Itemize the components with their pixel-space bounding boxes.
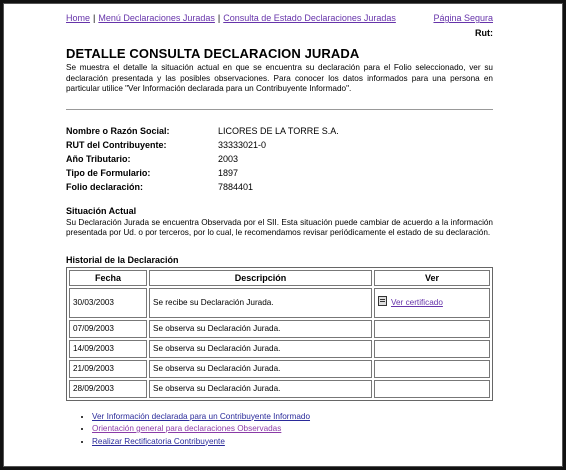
info-label: Tipo de Formulario:	[66, 167, 151, 178]
cell-fecha: 21/09/2003	[69, 360, 147, 378]
info-label: Nombre o Razón Social:	[66, 125, 170, 136]
nav-separator: |	[217, 13, 221, 23]
list-item	[92, 436, 493, 449]
list-item	[92, 411, 493, 424]
taxpayer-info	[66, 124, 493, 194]
info-row-year	[66, 152, 493, 166]
info-value: LICORES DE LA TORRE S.A.	[218, 125, 339, 136]
cell-ver	[374, 340, 490, 358]
top-nav	[66, 12, 493, 26]
cell-descripcion: Se observa su Declaración Jurada.	[149, 380, 372, 398]
cell-descripcion: Se observa su Declaración Jurada.	[149, 360, 372, 378]
page-title: DETALLE CONSULTA DECLARACION JURADA	[66, 46, 360, 61]
pagina-segura-link[interactable]: Página Segura	[433, 13, 493, 23]
info-value: 2003	[218, 153, 239, 164]
column-header-fecha: Fecha	[69, 270, 147, 286]
historial-heading: Historial de la Declaración	[66, 254, 179, 265]
orientacion-observadas-link[interactable]: Orientación general para declaraciones Observadas	[92, 424, 282, 433]
info-label: RUT del Contribuyente:	[66, 139, 167, 150]
intro-text: Se muestra el detalle la situación actual en que se encuentra su declaración para el Folio seleccionado, ver su declaración presentada y las posibles observaciones. Para conocer los datos informados para una persona en particular utilice "Ver Información declarada para un Contribuyente Informado".	[66, 63, 493, 93]
list-item	[92, 423, 493, 436]
rectificatoria-link[interactable]: Realizar Rectificatoria Contribuyente	[92, 436, 225, 446]
document-icon[interactable]	[378, 296, 387, 306]
divider	[66, 109, 493, 110]
cell-descripcion: Se observa su Declaración Jurada.	[149, 320, 372, 338]
column-header-descripcion: Descripción	[149, 270, 372, 286]
info-row-folio	[66, 180, 493, 194]
column-header-ver: Ver	[374, 270, 490, 286]
cell-fecha: 30/03/2003	[69, 288, 147, 318]
table-row	[69, 340, 490, 358]
table-row	[69, 288, 490, 318]
info-value: 33333021-0	[218, 139, 267, 150]
situacion-heading: Situación Actual	[66, 205, 137, 216]
menu-declaraciones-link[interactable]: Menú Declaraciones Juradas	[98, 13, 215, 23]
cell-ver	[374, 380, 490, 398]
consulta-estado-link[interactable]: Consulta de Estado Declaraciones Juradas	[223, 13, 396, 23]
info-label: Año Tributario:	[66, 153, 131, 164]
rut-label: Rut:	[475, 28, 493, 38]
table-row	[69, 380, 490, 398]
info-value: 1897	[218, 167, 239, 178]
cell-descripcion: Se observa su Declaración Jurada.	[149, 340, 372, 358]
table-row	[69, 360, 490, 378]
info-row-rut	[66, 138, 493, 152]
action-links	[66, 411, 493, 449]
cell-fecha: 07/09/2003	[69, 320, 147, 338]
info-value: 7884401	[218, 181, 254, 192]
ver-certificado-link[interactable]: Ver certificado	[391, 297, 443, 307]
ver-informacion-contribuyente-link[interactable]: Ver Información declarada para un Contribuyente Informado	[92, 411, 311, 421]
table-header-row	[69, 270, 490, 286]
situacion-text: Su Declaración Jurada se encuentra Observada por el SII. Esta situación puede cambiar de acuerdo a la información presentada por Ud. o por terceros, por lo cual, le recomendamos revisar periódicamente el estado de su declaración.	[66, 217, 493, 237]
table-row	[69, 320, 490, 338]
page-content	[66, 12, 493, 448]
cell-fecha: 28/09/2003	[69, 380, 147, 398]
historial-table	[66, 267, 493, 401]
cell-ver	[374, 288, 490, 318]
cell-ver	[374, 360, 490, 378]
cell-descripcion: Se recibe su Declaración Jurada.	[149, 288, 372, 318]
nav-separator: |	[93, 13, 96, 23]
home-link[interactable]: Home	[66, 13, 91, 23]
cell-ver	[374, 320, 490, 338]
cell-fecha: 14/09/2003	[69, 340, 147, 358]
info-row-form-type	[66, 166, 493, 180]
info-row-name	[66, 124, 493, 138]
info-label: Folio declaración:	[66, 181, 144, 192]
